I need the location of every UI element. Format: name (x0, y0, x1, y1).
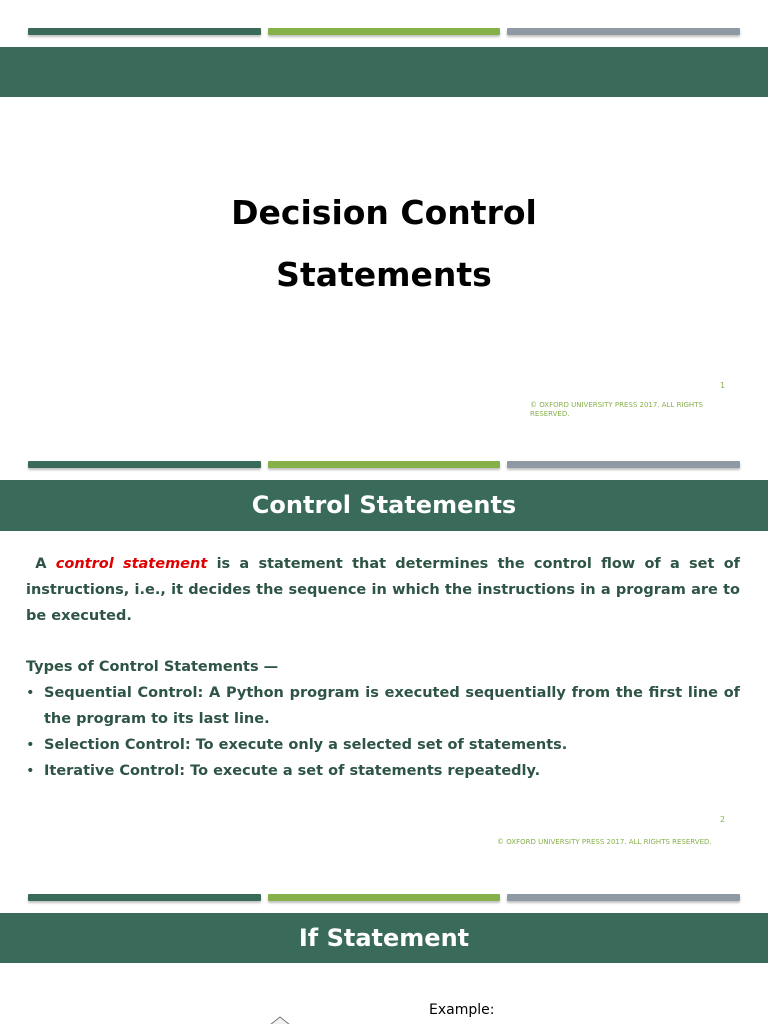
stripe-gray (507, 894, 740, 901)
list-item-text: Iterative Control: To execute a set of statements repeatedly. (44, 763, 541, 779)
slide-title-line-2: Statements (276, 255, 492, 294)
slide-title-line-1: Decision Control (231, 193, 537, 232)
slide-3 (0, 890, 768, 1024)
list-item-text: Sequential Control: A Python program is executed sequentially from the first line of the program to its last line. (44, 685, 740, 727)
page-number: 1 (720, 381, 726, 390)
intro-highlight-term: control statement (55, 556, 208, 572)
stripe-light-green (268, 894, 500, 901)
decision-diamond-icon (255, 1016, 305, 1024)
stripe-dark-green (28, 28, 261, 35)
intro-paragraph (26, 551, 740, 629)
slide-heading: If Statement (0, 913, 768, 963)
types-heading: Types of Control Statements — (26, 659, 279, 675)
list-item (26, 758, 740, 784)
stripe-gray (507, 28, 740, 35)
decorative-stripes (0, 894, 768, 902)
decorative-stripes (0, 28, 768, 36)
slide-heading: Control Statements (0, 480, 768, 531)
bullet-icon: • (26, 685, 35, 701)
slide-1 (0, 0, 768, 445)
bullet-icon: • (26, 763, 35, 779)
copyright-notice: © OXFORD UNIVERSITY PRESS 2017. ALL RIGHTS RESERVED. (497, 838, 712, 846)
page-number: 2 (720, 815, 726, 824)
list-item-text: Selection Control: To execute only a selected set of statements. (44, 737, 568, 753)
stripe-dark-green (28, 461, 261, 468)
copyright-notice: © OXFORD UNIVERSITY PRESS 2017. ALL RIGHTS RESERVED. (530, 401, 703, 418)
stripe-light-green (268, 461, 500, 468)
slide-2 (0, 445, 768, 890)
header-band (0, 47, 768, 97)
decorative-stripes (0, 461, 768, 469)
control-types-list (26, 680, 740, 784)
intro-rest: is a statement that determines the control flow of a set of instructions, i.e., it decides the sequence in which the instructions in a program are to be executed. (26, 556, 740, 624)
list-item (26, 680, 740, 732)
stripe-light-green (268, 28, 500, 35)
list-item (26, 732, 740, 758)
stripe-dark-green (28, 894, 261, 901)
stripe-gray (507, 461, 740, 468)
bullet-icon: • (26, 737, 35, 753)
intro-prefix: A (35, 556, 47, 572)
example-label: Example: (429, 1002, 495, 1018)
